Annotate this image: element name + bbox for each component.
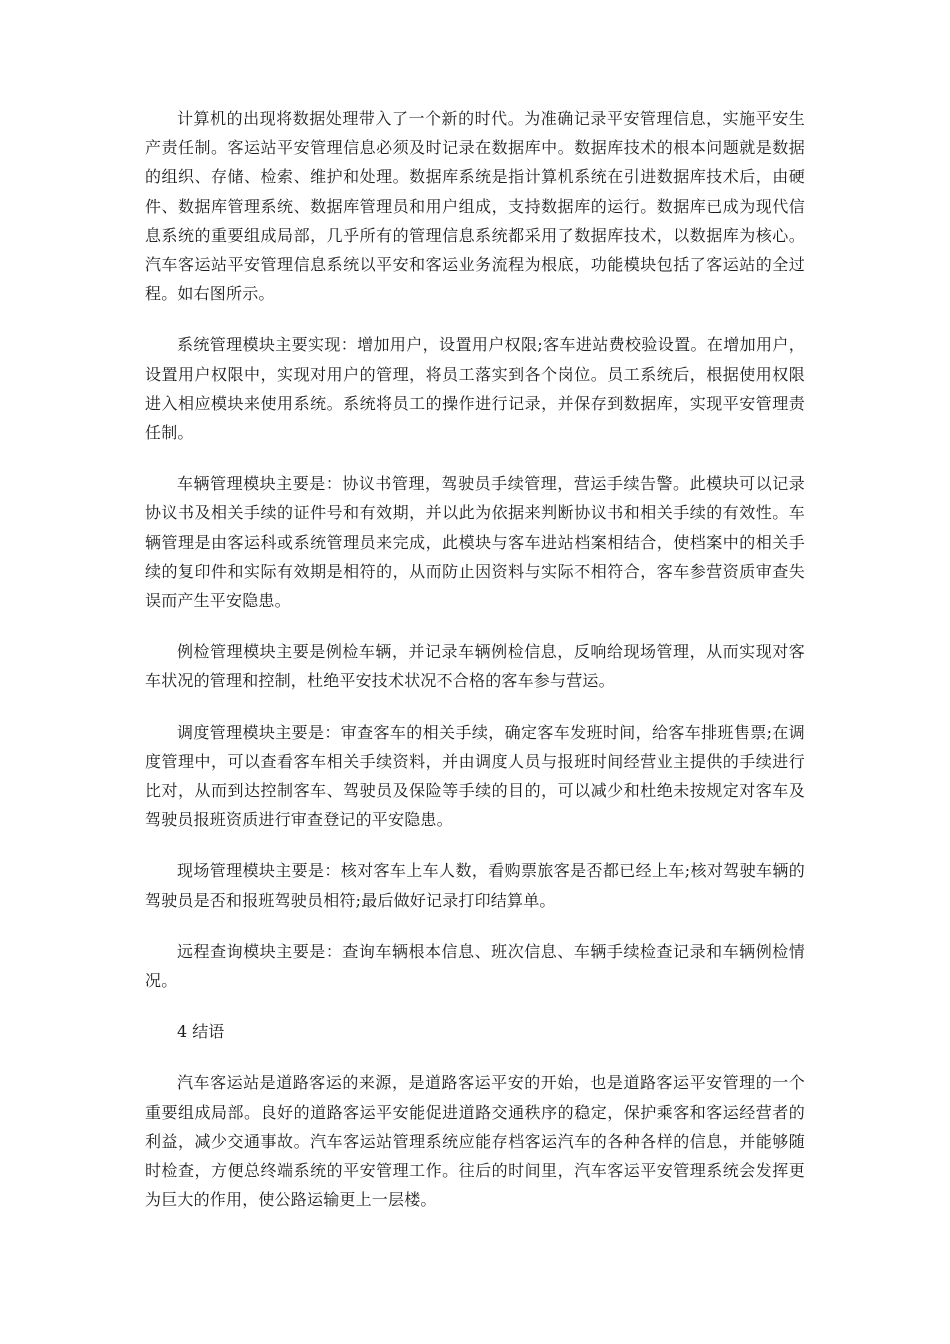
paragraph-vehicle-management: 车辆管理模块主要是：协议书管理，驾驶员手续管理，营运手续告警。此模块可以记录协议书及相关手续的证件号和有效期，并以此为依据来判断协议书和相关手续的有效性。车辆管理是由客运科或系统管理员来完成，此模块与客车进站档案相结合，使档案中的相关手续的复印件和实际有效期是相符的，从而防止因资料与实际不相符合，客车参营资质审查失误而产生平安隐患。 <box>145 474 805 611</box>
paragraph-onsite-management: 现场管理模块主要是：核对客车上车人数，看购票旅客是否都已经上车;核对驾驶车辆的驾驶员是否和报班驾驶员相符;最后做好记录打印结算单。 <box>145 861 805 910</box>
paragraph-database-intro: 计算机的出现将数据处理带入了一个新的时代。为准确记录平安管理信息，实施平安生产责任制。客运站平安管理信息必须及时记录在数据库中。数据库技术的根本问题就是数据的组织、存储、检索、维护和处理。数据库系统是指计算机系统在引进数据库技术后，由硬件、数据库管理系统、数据库管理员和用户组成，支持数据库的运行。数据库已成为现代信息系统的重要组成局部，几乎所有的管理信息系统都采用了数据库技术，以数据库为核心。汽车客运站平安管理信息系统以平安和客运业务流程为根底，功能模块包括了客运站的全过程。如右图所示。 <box>145 109 805 304</box>
paragraph-inspection-management: 例检管理模块主要是例检车辆，并记录车辆例检信息，反响给现场管理，从而实现对客车状况的管理和控制，杜绝平安技术状况不合格的客车参与营运。 <box>145 642 805 691</box>
document-page <box>145 104 805 1237</box>
paragraph-system-management: 系统管理模块主要实现：增加用户，设置用户权限;客车进站费校验设置。在增加用户，设置用户权限中，实现对用户的管理，将员工落实到各个岗位。员工系统后，根据使用权限进入相应模块来使用系统。系统将员工的操作进行记录，并保存到数据库，实现平安管理责任制。 <box>145 335 805 443</box>
section-heading-conclusion: 4 结语 <box>177 1022 225 1042</box>
paragraph-remote-query: 远程查询模块主要是：查询车辆根本信息、班次信息、车辆手续检查记录和车辆例检情况。 <box>145 941 805 991</box>
paragraph-dispatch-management: 调度管理模块主要是：审查客车的相关手续，确定客车发班时间，给客车排班售票;在调度管理中，可以查看客车相关手续资料，并由调度人员与报班时间经营业主提供的手续进行比对，从而到达控制客车、驾驶员及保险等手续的目的，可以减少和杜绝未按规定对客车及驾驶员报班资质进行审查登记的平安隐患。 <box>145 722 805 830</box>
paragraph-conclusion: 汽车客运站是道路客运的来源，是道路客运平安的开始，也是道路客运平安管理的一个重要组成局部。良好的道路客运平安能促进道路交通秩序的稳定，保护乘客和客运经营者的利益，减少交通事故。汽车客运站管理系统应能存档客运汽车的各种各样的信息，并能够随时检查，方便总终端系统的平安管理工作。往后的时间里，汽车客运平安管理系统会发挥更为巨大的作用，使公路运输更上一层楼。 <box>145 1073 805 1210</box>
